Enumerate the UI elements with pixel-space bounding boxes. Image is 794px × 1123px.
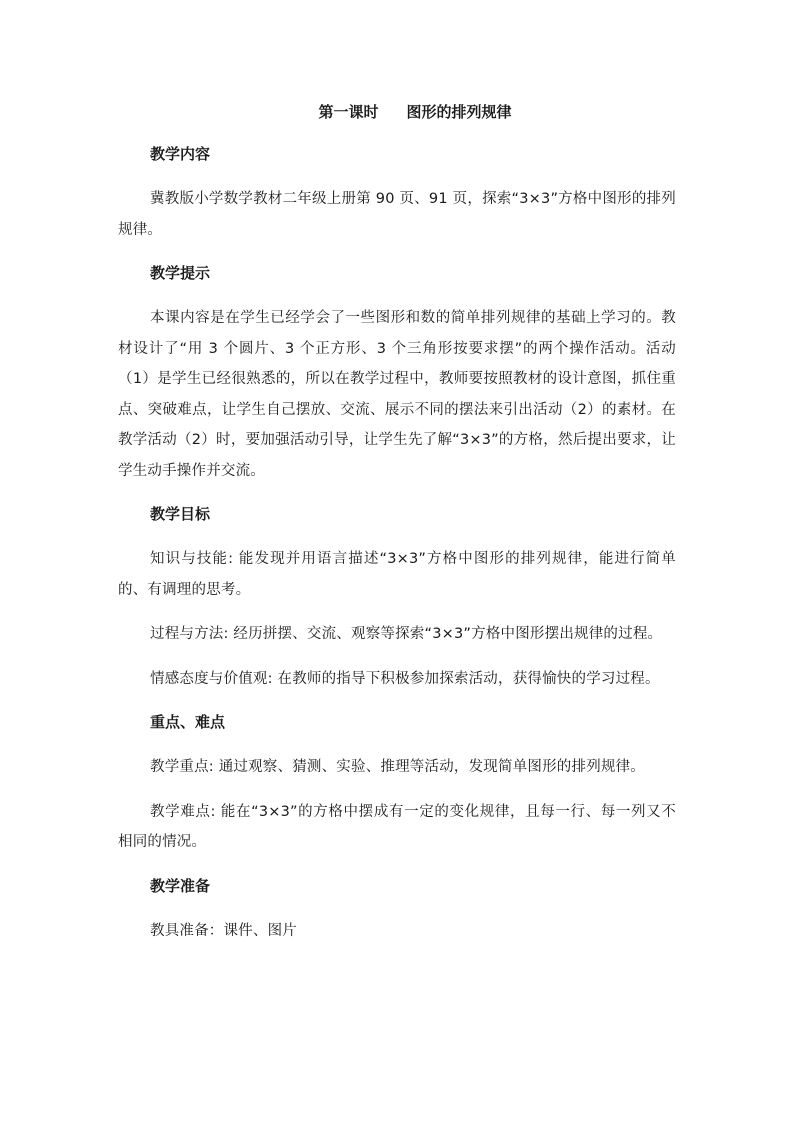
goal-process-method: 过程与方法: 经历拼摆、交流、观察等探索“3×3”方格中图形摆出规律的过程。 <box>150 626 663 642</box>
preparation-paragraph: 教具准备：课件、图片 <box>150 922 297 939</box>
title-lesson: 第一课时 <box>318 103 379 121</box>
section-heading-hints: 教学提示 <box>150 264 211 282</box>
section-heading-key-points: 重点、难点 <box>150 713 226 731</box>
goal-knowledge-skills: 知识与技能: 能发现并用语言描述“3×3”方格中图形的排列规律，能进行简单的、有调理的思考。 <box>118 551 676 598</box>
key-point-focus: 教学重点: 通过观察、猜测、实验、推理等活动，发现简单图形的排列规律。 <box>150 759 645 775</box>
key-point-difficulty: 教学难点: 能在“3×3”的方格中摆成有一定的变化规律，且每一行、每一列又不相同的情况。 <box>118 803 676 850</box>
section-heading-content: 教学内容 <box>150 145 211 163</box>
hints-paragraph: 本课内容是在学生已经学会了一些图形和数的简单排列规律的基础上学习的。教材设计了“用 3 个圆片、3 个正方形、3 个三角形按要求摆”的两个操作活动。活动（1）是学生已经很熟悉的，所以在教学过程中，教师要按照教材的设计意图，抓住重点、突破难点，让学生自己摆放、交流、展示不同的摆法来引出活动（2）的素材。在教学活动（2）时，要加强活动引导，让学生先了解“3×3”的方格，然后提出要求，让学生动手操作并交流。 <box>118 310 676 479</box>
goal-attitude-values: 情感态度与价值观: 在教师的指导下积极参加探索活动，获得愉快的学习过程。 <box>150 670 660 687</box>
page-title <box>118 98 676 126</box>
section-heading-goals: 教学目标 <box>150 505 211 523</box>
title-topic: 图形的排列规律 <box>406 103 512 121</box>
section-heading-preparation: 教学准备 <box>150 876 211 895</box>
content-paragraph: 冀教版小学数学教材二年级上册第 90 页、91 页，探索“3×3”方格中图形的排列规律。 <box>118 191 676 238</box>
